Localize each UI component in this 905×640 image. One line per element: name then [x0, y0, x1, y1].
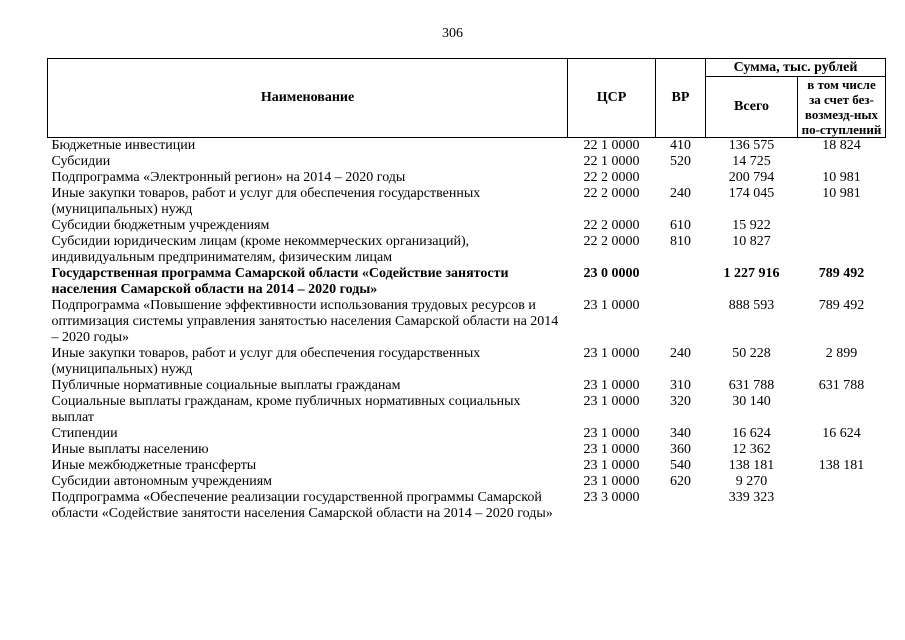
table-row — [48, 378, 886, 394]
row-csr: 23 1 0000 — [583, 442, 640, 457]
header-vr: ВР — [656, 59, 706, 138]
row-incl: 16 624 — [822, 426, 861, 441]
table-row — [48, 346, 886, 378]
row-total: 339 323 — [728, 490, 775, 505]
header-csr: ЦСР — [568, 59, 656, 138]
row-name: Субсидии бюджетным учреждениям — [51, 218, 270, 233]
row-name: Иные закупки товаров, работ и услуг для обеспечения государственных (муниципальных) нужд — [51, 346, 481, 377]
row-incl — [798, 234, 886, 266]
row-csr: 23 1 0000 — [583, 474, 640, 489]
row-total: 136 575 — [728, 138, 775, 153]
row-incl — [798, 394, 886, 426]
row-name: Подпрограмма «Электронный регион» на 2014 – 2020 годы — [51, 170, 406, 185]
row-name: Публичные нормативные социальные выплаты гражданам — [51, 378, 401, 393]
row-total: 50 228 — [732, 346, 771, 361]
row-incl — [798, 442, 886, 458]
row-incl: 18 824 — [822, 138, 861, 153]
row-total: 12 362 — [732, 442, 771, 457]
row-name: Стипендии — [51, 426, 118, 441]
row-vr: 360 — [670, 442, 691, 457]
row-csr: 22 2 0000 — [583, 170, 640, 185]
row-name: Социальные выплаты гражданам, кроме публичных нормативных социальных выплат — [51, 394, 521, 425]
row-vr: 610 — [670, 218, 691, 233]
row-name: Государственная программа Самарской области «Содействие занятости населения Самарской области на 2014 – 2020 годы» — [51, 266, 509, 297]
header-incl: в том числе за счет без-возмезд-ных по-ступлений — [798, 77, 886, 138]
row-total: 14 725 — [732, 154, 771, 169]
row-incl: 10 981 — [822, 170, 861, 185]
row-csr: 22 2 0000 — [583, 234, 640, 249]
budget-table — [47, 58, 886, 522]
row-csr: 22 1 0000 — [583, 138, 640, 153]
row-name: Иные межбюджетные трансферты — [51, 458, 257, 473]
row-total: 1 227 916 — [723, 266, 780, 281]
table-row — [48, 298, 886, 346]
row-incl: 10 981 — [822, 186, 861, 201]
row-csr: 23 0 0000 — [583, 266, 640, 281]
row-incl: 2 899 — [825, 346, 858, 361]
table-row — [48, 458, 886, 474]
row-total: 16 624 — [732, 426, 771, 441]
row-vr — [656, 490, 706, 522]
row-vr: 310 — [670, 378, 691, 393]
table-row — [48, 442, 886, 458]
table-row — [48, 266, 886, 298]
row-incl: 789 492 — [818, 298, 865, 313]
row-vr — [656, 266, 706, 298]
row-csr: 22 1 0000 — [583, 154, 640, 169]
row-csr: 23 1 0000 — [583, 426, 640, 441]
row-csr: 23 1 0000 — [583, 346, 640, 361]
row-incl — [798, 218, 886, 234]
row-vr: 340 — [670, 426, 691, 441]
row-name: Бюджетные инвестиции — [51, 138, 196, 153]
row-incl: 138 181 — [818, 458, 865, 473]
row-vr — [656, 170, 706, 186]
table-row — [48, 490, 886, 522]
header-total: Всего — [706, 77, 798, 138]
table-row — [48, 154, 886, 170]
row-vr: 810 — [670, 234, 691, 249]
header-name: Наименование — [48, 59, 568, 138]
row-vr: 540 — [670, 458, 691, 473]
row-total: 200 794 — [728, 170, 775, 185]
table-row — [48, 394, 886, 426]
row-csr: 23 1 0000 — [583, 458, 640, 473]
row-incl — [798, 474, 886, 490]
row-total: 15 922 — [732, 218, 771, 233]
row-csr: 23 1 0000 — [583, 378, 640, 393]
row-vr: 620 — [670, 474, 691, 489]
row-name: Иные выплаты населению — [51, 442, 209, 457]
row-name: Субсидии юридическим лицам (кроме некоммерческих организаций), индивидуальным предпринимателям, физическим лицам — [51, 234, 470, 265]
row-csr: 23 1 0000 — [583, 298, 640, 313]
row-total: 174 045 — [728, 186, 775, 201]
row-vr — [656, 298, 706, 346]
row-csr: 22 2 0000 — [583, 186, 640, 201]
row-total: 10 827 — [732, 234, 771, 249]
table-row — [48, 186, 886, 218]
table-row — [48, 234, 886, 266]
row-name: Подпрограмма «Повышение эффективности использования трудовых ресурсов и оптимизация системы управления занятостью населения Самарской области на 2014 – 2020 годы» — [51, 298, 559, 345]
row-vr: 240 — [670, 346, 691, 361]
row-name: Субсидии автономным учреждениям — [51, 474, 273, 489]
row-csr: 23 1 0000 — [583, 394, 640, 409]
row-vr: 240 — [670, 186, 691, 201]
header-sum: Сумма, тыс. рублей — [706, 59, 886, 77]
row-incl: 631 788 — [818, 378, 865, 393]
row-incl — [798, 154, 886, 170]
row-vr: 410 — [670, 138, 691, 153]
row-incl — [798, 490, 886, 522]
row-vr: 320 — [670, 394, 691, 409]
row-total: 631 788 — [728, 378, 775, 393]
table-row — [48, 474, 886, 490]
table-row — [48, 426, 886, 442]
row-csr: 23 3 0000 — [583, 490, 640, 505]
table-row — [48, 138, 886, 155]
row-total: 30 140 — [732, 394, 771, 409]
row-name: Субсидии — [51, 154, 111, 169]
table-header — [48, 59, 886, 138]
row-name: Иные закупки товаров, работ и услуг для обеспечения государственных (муниципальных) нужд — [51, 186, 481, 217]
row-total: 138 181 — [728, 458, 775, 473]
page-number: 306 — [442, 26, 463, 41]
table-body — [48, 138, 886, 523]
row-total: 888 593 — [728, 298, 775, 313]
row-vr: 520 — [670, 154, 691, 169]
row-incl: 789 492 — [818, 266, 865, 281]
table-row — [48, 218, 886, 234]
table-row — [48, 170, 886, 186]
row-csr: 22 2 0000 — [583, 218, 640, 233]
row-total: 9 270 — [735, 474, 768, 489]
row-name: Подпрограмма «Обеспечение реализации государственной программы Самарской области «Содействие занятости населения Самарской области на 2014 – 2020 годы» — [51, 490, 553, 521]
